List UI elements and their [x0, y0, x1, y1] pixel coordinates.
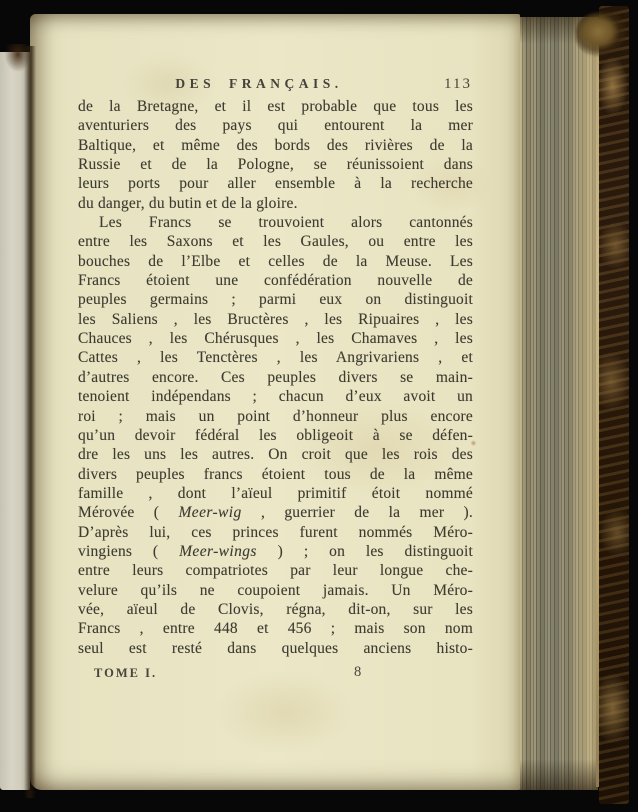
body-line — [78, 426, 473, 445]
book-cover-edge — [599, 6, 629, 804]
body-line — [78, 407, 473, 426]
body-line — [78, 639, 473, 658]
text-segment: qu’un devoir fédéral les obligeoit à se défen- — [78, 426, 473, 444]
text-segment: entre les Saxons et les Gaules, ou entre les — [78, 233, 473, 251]
text-segment: de la Bretagne, et il est probable que tous les — [78, 98, 473, 115]
body-line — [78, 252, 473, 271]
book-page — [30, 14, 520, 790]
text-segment: velure qu’ils ne coupoient jamais. Un Méro- — [78, 581, 473, 599]
text-segment: leurs ports pour aller ensemble à la recherche — [78, 175, 473, 193]
body-line — [78, 561, 473, 580]
text-segment: Russie et de la Pologne, se réunissoient dans — [78, 156, 473, 174]
text-segment: Baltique, et même des bords des rivières de la — [78, 136, 473, 154]
text-segment: , guerrier de la mer ). — [241, 504, 473, 522]
body-line — [78, 155, 473, 174]
gutter-shadow — [24, 46, 36, 798]
running-title: DES FRANÇAIS. — [175, 76, 343, 91]
text-segment: Francs , entre 448 et 456 ; mais son nom — [78, 620, 473, 638]
text-segment: Francs étoient une confédération nouvelle de — [78, 272, 473, 290]
text-segment: les Saliens , les Bructères , les Ripuaires , les — [78, 310, 473, 328]
text-segment: aventuriers des pays qui entourent la mer — [78, 117, 473, 135]
body-line — [78, 329, 473, 348]
body-line — [78, 503, 473, 522]
tome-label: TOME I. — [94, 666, 158, 680]
text-segment: vée, aïeul de Clovis, régna, dit-on, sur les — [78, 600, 473, 618]
body-line — [78, 97, 473, 116]
text-segment: bouches de l’Elbe et celles de la Meuse. Les — [78, 252, 473, 270]
text-segment: ) ; on les distinguoit — [256, 542, 473, 560]
body-line — [78, 348, 473, 367]
text-segment: tenoient indépendans ; chacun d’eux avoit un — [78, 388, 473, 406]
body-line — [78, 116, 473, 135]
body-line — [78, 213, 473, 232]
body-line — [78, 271, 473, 290]
text-segment: roi ; mais un point d’honneur plus encore — [78, 407, 473, 425]
text-segment: seul est resté dans quelques anciens histo- — [78, 639, 473, 657]
text-segment: d’autres encore. Ces peuples divers se main- — [78, 368, 473, 386]
text-segment: Cattes , les Tenctères , les Angrivariens , et — [78, 349, 473, 367]
italic-term: Meer-wig — [178, 504, 242, 522]
text-segment: dre les uns les autres. On croit que les rois des — [78, 446, 473, 464]
signature-mark: 8 — [354, 664, 362, 680]
body-line — [78, 310, 473, 329]
page-header — [78, 76, 476, 98]
body-line — [78, 445, 473, 464]
page-edges — [517, 17, 598, 790]
body-line — [78, 290, 473, 309]
text-segment: peuples germains ; parmi eux on distinguoit — [78, 291, 473, 309]
text-segment: divers peuples francs étoient tous de la même — [78, 465, 473, 483]
text-segment: Les Francs se trouvoient alors cantonnés — [99, 214, 473, 232]
body-line — [78, 600, 473, 619]
body-line — [78, 542, 473, 561]
text-segment: entre leurs compatriotes par leur longue che- — [78, 562, 473, 580]
body-line — [78, 523, 473, 542]
text-segment: Mérovée ( — [78, 504, 179, 522]
text-segment: Chauces , les Chérusques , les Chamaves , les — [78, 330, 473, 348]
body-line — [78, 484, 473, 503]
body-line — [78, 581, 473, 600]
body-line — [78, 232, 473, 251]
body-line — [78, 136, 473, 155]
body-line — [78, 619, 473, 638]
text-segment: D’après lui, ces princes furent nommés Méro- — [78, 523, 473, 541]
body-line — [78, 387, 473, 406]
body-line — [78, 368, 473, 387]
italic-term: Meer-wings — [179, 542, 257, 560]
body-line — [78, 194, 473, 213]
text-segment: famille , dont l’aïeul primitif étoit nommé — [78, 484, 473, 502]
text-segment: vingiens ( — [78, 542, 180, 560]
text-segment: du danger, du butin et de la gloire. — [78, 194, 298, 212]
page-footer — [78, 664, 473, 684]
body-line — [78, 174, 473, 193]
body-line — [78, 465, 473, 484]
page-number: 113 — [444, 76, 472, 92]
body-text — [78, 97, 473, 658]
